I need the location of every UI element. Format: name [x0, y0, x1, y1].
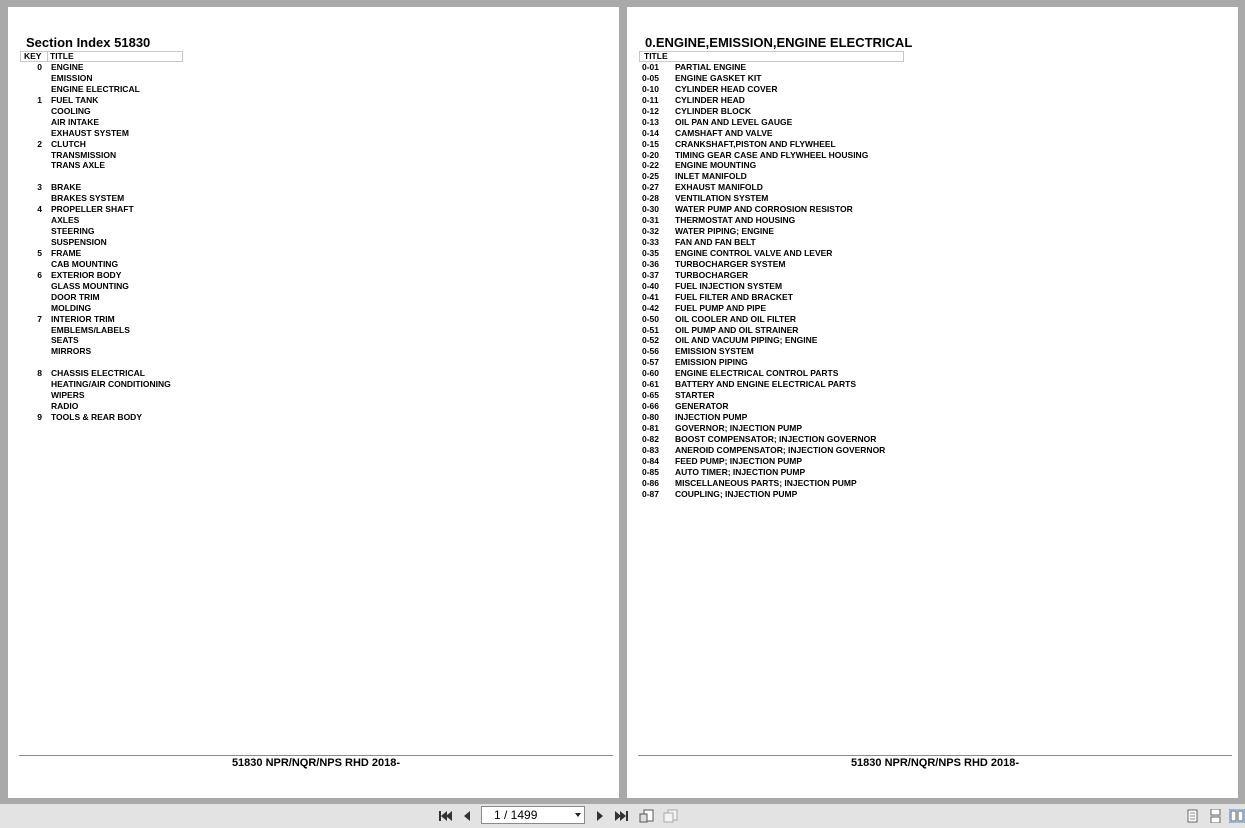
- index-title[interactable]: EXTERIOR BODY: [51, 269, 122, 280]
- index-row: [18, 281, 218, 292]
- contents-title[interactable]: VENTILATION SYSTEM: [675, 193, 769, 204]
- contents-row: [642, 73, 962, 84]
- index-title[interactable]: TOOLS & REAR BODY: [51, 412, 142, 422]
- index-row: [18, 270, 218, 281]
- contents-code: 0-61: [642, 379, 660, 390]
- contents-title[interactable]: OIL COOLER AND OIL FILTER: [675, 313, 797, 324]
- index-row: [18, 237, 218, 248]
- page-indicator: 1 / 1499: [494, 808, 538, 822]
- index-title[interactable]: BRAKE: [51, 182, 82, 193]
- index-title[interactable]: STEERING: [51, 226, 95, 237]
- index-row: [18, 128, 218, 139]
- contents-title[interactable]: TURBOCHARGER: [675, 269, 749, 280]
- contents-title[interactable]: BOOST COMPENSATOR; INJECTION GOVERNOR: [675, 433, 877, 444]
- rotate-icon[interactable]: [639, 809, 655, 823]
- index-key: 0: [37, 62, 42, 72]
- contents-code: 0-60: [642, 368, 660, 379]
- index-row: [18, 248, 218, 259]
- contents-row: [642, 259, 962, 270]
- contents-code: 0-81: [642, 422, 660, 433]
- contents-code: 0-05: [642, 72, 660, 83]
- contents-title[interactable]: OIL AND VACUUM PIPING; ENGINE: [675, 335, 818, 346]
- contents-code: 0-32: [642, 226, 660, 237]
- index-title[interactable]: WIPERS: [51, 390, 85, 401]
- index-row: [18, 357, 218, 368]
- index-row: [18, 335, 218, 346]
- contents-row: [642, 106, 962, 117]
- index-title[interactable]: PROPELLER SHAFT: [51, 204, 134, 215]
- section-title: 0.ENGINE,EMISSION,ENGINE ELECTRICAL: [645, 35, 913, 50]
- section-index-title: Section Index 51830: [26, 35, 151, 50]
- index-title[interactable]: EXHAUST SYSTEM: [51, 127, 129, 138]
- contents-code: 0-13: [642, 116, 660, 127]
- index-title[interactable]: SUSPENSION: [51, 237, 107, 247]
- page-number-field[interactable]: [481, 806, 585, 824]
- contents-title[interactable]: GENERATOR: [675, 401, 729, 412]
- single-page-view-icon[interactable]: [1184, 809, 1200, 823]
- contents-title[interactable]: CYLINDER HEAD COVER: [675, 83, 778, 94]
- index-row: [18, 412, 218, 423]
- contents-row: [642, 171, 962, 182]
- contents-title[interactable]: ANEROID COMPENSATOR; INJECTION GOVERNOR: [675, 444, 886, 455]
- index-title[interactable]: ENGINE ELECTRICAL: [51, 83, 140, 94]
- index-row: [18, 292, 218, 303]
- contents-code: 0-57: [642, 357, 660, 368]
- index-key: 1: [37, 94, 42, 105]
- contents-code: 0-27: [642, 182, 660, 193]
- index-table-header: [20, 51, 183, 62]
- contents-code: 0-30: [642, 204, 660, 215]
- index-title[interactable]: HEATING/AIR CONDITIONING: [51, 379, 171, 390]
- index-title[interactable]: FUEL TANK: [51, 94, 99, 105]
- contents-code: 0-65: [642, 390, 660, 401]
- contents-title[interactable]: COUPLING; INJECTION PUMP: [675, 488, 798, 499]
- index-row: [18, 150, 218, 161]
- next-page-icon[interactable]: [592, 809, 608, 823]
- contents-title[interactable]: CYLINDER BLOCK: [675, 105, 752, 116]
- contents-code: 0-42: [642, 302, 660, 313]
- index-row: [18, 106, 218, 117]
- contents-code: 0-35: [642, 247, 660, 258]
- index-title[interactable]: COOLING: [51, 105, 91, 116]
- contents-row: [642, 182, 962, 193]
- contents-title[interactable]: ENGINE MOUNTING: [675, 160, 757, 171]
- contents-code: 0-50: [642, 313, 660, 324]
- contents-title[interactable]: FUEL FILTER AND BRACKET: [675, 291, 793, 302]
- page-footer: 51830 NPR/NQR/NPS RHD 2018-: [231, 757, 401, 769]
- contents-title[interactable]: FUEL INJECTION SYSTEM: [675, 280, 783, 291]
- contents-title[interactable]: ENGINE GASKET KIT: [675, 72, 762, 83]
- index-row: [18, 346, 218, 357]
- index-title[interactable]: GLASS MOUNTING: [51, 280, 129, 291]
- contents-code: 0-85: [642, 466, 660, 477]
- index-title[interactable]: DOOR TRIM: [51, 291, 100, 302]
- contents-row: [642, 215, 962, 226]
- contents-code: 0-83: [642, 444, 660, 455]
- right-page: [627, 7, 1238, 798]
- key-column-header: KEY: [24, 51, 42, 61]
- contents-code: 0-86: [642, 477, 660, 488]
- contents-code: 0-40: [642, 280, 660, 291]
- first-page-icon[interactable]: [437, 809, 453, 823]
- contents-row: [642, 237, 962, 248]
- contents-title[interactable]: FAN AND FAN BELT: [675, 237, 756, 247]
- contents-title[interactable]: OIL PAN AND LEVEL GAUGE: [675, 116, 793, 127]
- contents-row: [642, 117, 962, 128]
- contents-code: 0-15: [642, 138, 660, 149]
- contents-title[interactable]: WATER PUMP AND CORROSION RESISTOR: [675, 204, 853, 215]
- contents-code: 0-12: [642, 105, 660, 116]
- contents-title[interactable]: TIMING GEAR CASE AND FLYWHEEL HOUSING: [675, 149, 869, 160]
- index-title[interactable]: SEATS: [51, 335, 79, 346]
- index-key: 5: [37, 247, 42, 258]
- contents-code: 0-20: [642, 149, 660, 160]
- contents-row: [642, 368, 962, 379]
- index-row: [18, 62, 218, 73]
- index-row: [18, 259, 218, 270]
- contents-row: [642, 423, 962, 434]
- contents-row: [642, 193, 962, 204]
- index-row: [18, 95, 218, 106]
- contents-row: [642, 292, 962, 303]
- index-row: [18, 84, 218, 95]
- index-title[interactable]: TRANSMISSION: [51, 149, 117, 160]
- index-title[interactable]: CAB MOUNTING: [51, 258, 119, 269]
- contents-title[interactable]: STARTER: [675, 390, 715, 401]
- index-row: [18, 215, 218, 226]
- contents-code: 0-31: [642, 215, 660, 226]
- contents-row: [642, 303, 962, 314]
- chevron-down-icon[interactable]: [575, 813, 581, 817]
- contents-row: [642, 412, 962, 423]
- contents-row: [642, 128, 962, 139]
- contents-row: [642, 489, 962, 500]
- contents-code: 0-25: [642, 171, 660, 182]
- contents-title[interactable]: AUTO TIMER; INJECTION PUMP: [675, 466, 806, 477]
- contents-title[interactable]: GOVERNOR; INJECTION PUMP: [675, 422, 803, 433]
- index-row: [18, 390, 218, 401]
- index-title[interactable]: INTERIOR TRIM: [51, 313, 115, 324]
- contents-code: 0-14: [642, 127, 660, 138]
- contents-code: 0-52: [642, 335, 660, 346]
- title-column-header: TITLE: [644, 51, 668, 61]
- contents-row: [642, 335, 962, 346]
- contents-row: [642, 226, 962, 237]
- contents-code: 0-80: [642, 412, 660, 422]
- index-title[interactable]: CLUTCH: [51, 138, 86, 149]
- contents-code: 0-41: [642, 291, 660, 302]
- last-page-icon[interactable]: [614, 809, 630, 823]
- index-row: [18, 401, 218, 412]
- contents-code: 0-28: [642, 193, 660, 204]
- index-row: [18, 379, 218, 390]
- contents-row: [642, 281, 962, 292]
- contents-row: [642, 248, 962, 259]
- section-table-header: [639, 51, 904, 62]
- contents-code: 0-84: [642, 455, 660, 466]
- index-key: 3: [37, 182, 42, 193]
- index-row: [18, 325, 218, 336]
- index-title[interactable]: TRANS AXLE: [51, 160, 105, 171]
- contents-title[interactable]: INJECTION PUMP: [675, 412, 748, 422]
- index-row: [18, 303, 218, 314]
- contents-row: [642, 445, 962, 456]
- contents-code: 0-36: [642, 258, 660, 269]
- index-row: [18, 117, 218, 128]
- contents-code: 0-22: [642, 160, 660, 171]
- contents-title[interactable]: BATTERY AND ENGINE ELECTRICAL PARTS: [675, 379, 857, 390]
- contents-title[interactable]: OIL PUMP AND OIL STRAINER: [675, 324, 799, 335]
- index-key: 9: [37, 412, 42, 422]
- contents-row: [642, 346, 962, 357]
- index-title[interactable]: ENGINE: [51, 62, 84, 72]
- contents-code: 0-66: [642, 401, 660, 412]
- index-row: [18, 204, 218, 215]
- contents-code: 0-01: [642, 62, 660, 72]
- index-title[interactable]: MIRRORS: [51, 346, 92, 357]
- index-key: 6: [37, 269, 42, 280]
- contents-row: [642, 84, 962, 95]
- facing-pages-view-icon[interactable]: [1229, 809, 1245, 823]
- contents-row: [642, 357, 962, 368]
- index-title[interactable]: EMISSION: [51, 72, 93, 83]
- contents-title[interactable]: ENGINE CONTROL VALVE AND LEVER: [675, 247, 833, 258]
- contents-code: 0-51: [642, 324, 660, 335]
- index-title[interactable]: FRAME: [51, 247, 82, 258]
- contents-code: 0-10: [642, 83, 660, 94]
- section-contents-list: [642, 62, 962, 500]
- contents-row: [642, 314, 962, 325]
- viewer-toolbar: [0, 804, 1245, 828]
- section-index-list: [18, 62, 218, 423]
- contents-row: [642, 434, 962, 445]
- previous-page-icon[interactable]: [459, 809, 475, 823]
- contents-code: 0-33: [642, 237, 660, 247]
- index-row: [18, 314, 218, 325]
- contents-code: 0-37: [642, 269, 660, 280]
- contents-row: [642, 467, 962, 478]
- contents-title[interactable]: INLET MANIFOLD: [675, 171, 747, 182]
- contents-title[interactable]: PARTIAL ENGINE: [675, 62, 746, 72]
- contents-row: [642, 139, 962, 150]
- contents-row: [642, 390, 962, 401]
- contents-title[interactable]: CRANKSHAFT,PISTON AND FLYWHEEL: [675, 138, 836, 149]
- contents-row: [642, 62, 962, 73]
- contents-code: 0-11: [642, 94, 659, 105]
- contents-title[interactable]: TURBOCHARGER SYSTEM: [675, 258, 786, 269]
- index-row: [18, 160, 218, 171]
- index-title[interactable]: AIR INTAKE: [51, 116, 100, 127]
- contents-row: [642, 270, 962, 281]
- footer-divider: [19, 755, 613, 756]
- contents-title[interactable]: CAMSHAFT AND VALVE: [675, 127, 773, 138]
- index-key: 7: [37, 313, 42, 324]
- contents-title[interactable]: EMISSION SYSTEM: [675, 346, 754, 357]
- contents-code: 0-82: [642, 433, 660, 444]
- contents-code: 0-56: [642, 346, 660, 357]
- contents-title[interactable]: THERMOSTAT AND HOUSING: [675, 215, 796, 226]
- footer-divider: [638, 755, 1232, 756]
- index-key: 8: [37, 368, 42, 379]
- contents-title[interactable]: EMISSION PIPING: [675, 357, 748, 368]
- index-row: [18, 139, 218, 150]
- title-column-header: TITLE: [50, 51, 74, 61]
- contents-row: [642, 325, 962, 336]
- contents-row: [642, 456, 962, 467]
- contents-title[interactable]: FUEL PUMP AND PIPE: [675, 302, 766, 313]
- contents-title[interactable]: WATER PIPING; ENGINE: [675, 226, 775, 237]
- contents-title[interactable]: EXHAUST MANIFOLD: [675, 182, 763, 193]
- index-row: [18, 193, 218, 204]
- copy-icon[interactable]: [663, 809, 679, 823]
- index-title[interactable]: RADIO: [51, 401, 79, 412]
- contents-row: [642, 204, 962, 215]
- contents-row: [642, 150, 962, 161]
- contents-row: [642, 160, 962, 171]
- contents-title[interactable]: CYLINDER HEAD: [675, 94, 745, 105]
- header-divider: [47, 52, 48, 61]
- continuous-view-icon[interactable]: [1207, 809, 1223, 823]
- page-footer: 51830 NPR/NQR/NPS RHD 2018-: [850, 757, 1020, 769]
- index-key: 2: [37, 138, 42, 149]
- contents-title[interactable]: FEED PUMP; INJECTION PUMP: [675, 455, 803, 466]
- index-title[interactable]: AXLES: [51, 215, 80, 226]
- left-page: [8, 7, 619, 798]
- contents-row: [642, 379, 962, 390]
- index-row: [18, 226, 218, 237]
- contents-row: [642, 95, 962, 106]
- index-title[interactable]: EMBLEMS/LABELS: [51, 324, 130, 335]
- index-title[interactable]: BRAKES SYSTEM: [51, 193, 125, 204]
- index-title[interactable]: MOLDING: [51, 302, 92, 313]
- contents-code: 0-87: [642, 488, 660, 499]
- index-row: [18, 73, 218, 84]
- index-title[interactable]: CHASSIS ELECTRICAL: [51, 368, 145, 379]
- contents-title[interactable]: MISCELLANEOUS PARTS; INJECTION PUMP: [675, 477, 857, 488]
- index-row: [18, 171, 218, 182]
- index-row: [18, 368, 218, 379]
- contents-row: [642, 478, 962, 489]
- contents-row: [642, 401, 962, 412]
- index-key: 4: [37, 204, 42, 215]
- index-row: [18, 182, 218, 193]
- contents-title[interactable]: ENGINE ELECTRICAL CONTROL PARTS: [675, 368, 839, 379]
